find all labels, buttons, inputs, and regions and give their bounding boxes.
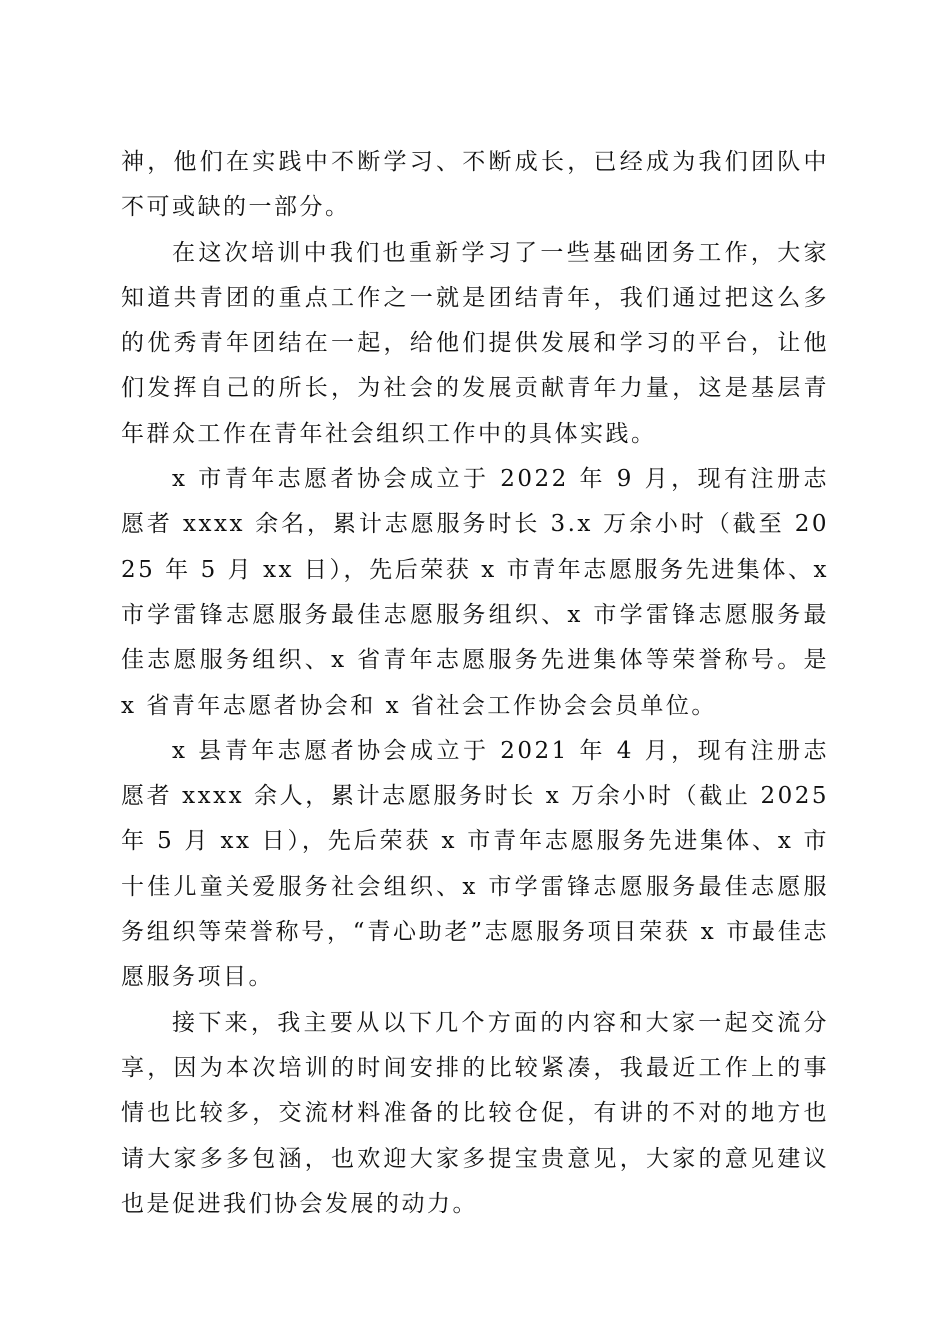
paragraph-5: 接下来，我主要从以下几个方面的内容和大家一起交流分享，因为本次培训的时间安排的比较紧凑，我最近工作上的事情也比较多，交流材料准备的比较仓促，有讲的不对的地方也请大家多多包涵，也欢迎大家多提宝贵意见，大家的意见建议也是促进我们协会发展的动力。 [121,1009,829,1217]
document-body [121,140,829,1227]
paragraph-2: 在这次培训中我们也重新学习了一些基础团务工作，大家知道共青团的重点工作之一就是团结青年，我们通过把这么多的优秀青年团结在一起，给他们提供发展和学习的平台，让他们发挥自己的所长，为社会的发展贡献青年力量，这是基层青年群众工作在青年社会组织工作中的具体实践。 [121,239,829,447]
paragraph-4: x 县青年志愿者协会成立于 2021 年 4 月，现有注册志愿者 xxxx 余人，累计志愿服务时长 x 万余小时（截止 2025 年 5 月 xx 日），先后荣获 x 市青年志愿服务先进集体、x 市十佳儿童关爱服务社会组织、x 市学雷锋志愿服务最佳志愿服务组织等荣誉称号，“青心助老”志愿服务项目荣获 x 市最佳志愿服务项目。 [121,737,829,991]
paragraph-1: 神，他们在实践中不断学习、不断成长，已经成为我们团队中不可或缺的一部分。 [121,149,829,221]
paragraph-3: x 市青年志愿者协会成立于 2022 年 9 月，现有注册志愿者 xxxx 余名，累计志愿服务时长 3.x 万余小时（截至 2025 年 5 月 xx 日），先后荣获 x 市青年志愿服务先进集体、x 市学雷锋志愿服务最佳志愿服务组织、x 市学雷锋志愿服务最佳志愿服务组织、x 省青年志愿服务先进集体等荣誉称号。是 x 省青年志愿者协会和 x 省社会工作协会会员单位。 [121,466,829,719]
